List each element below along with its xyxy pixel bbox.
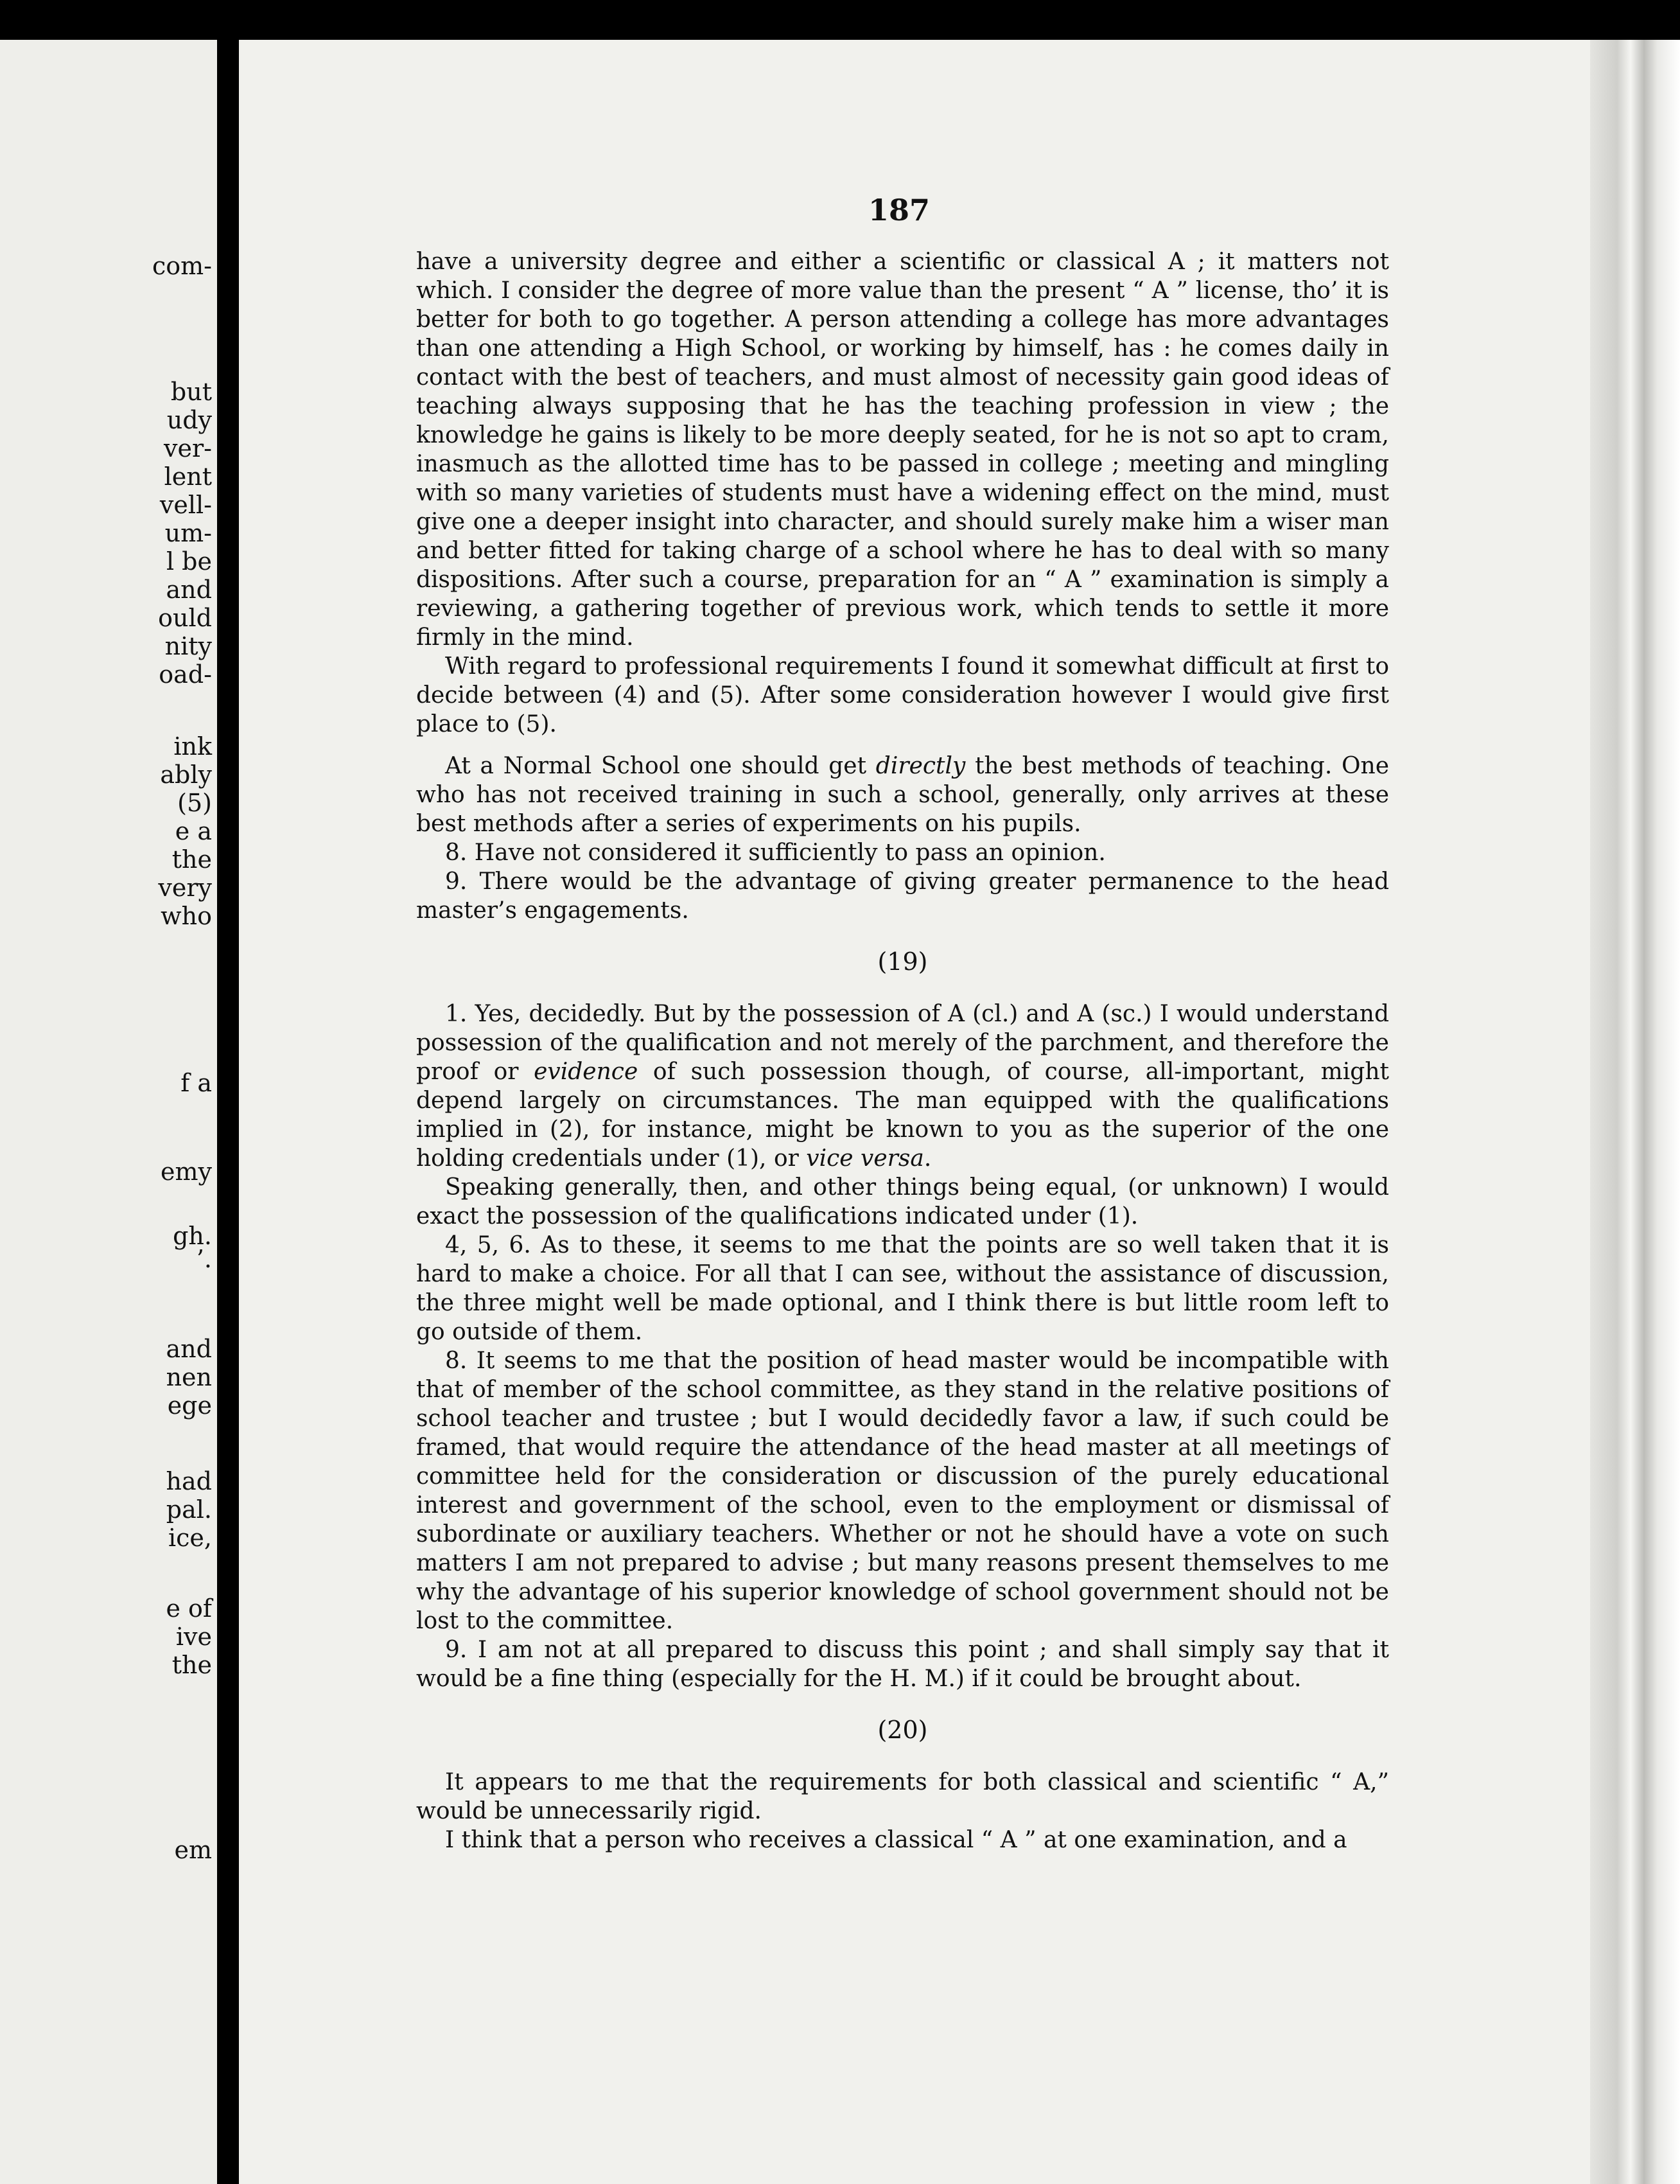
left-fragment: ink: [173, 732, 212, 761]
paragraph-normal-school: At a Normal School one should get directly the best methods of teaching. One who has not received training in such a school, generally, only arrives at these best methods after a series of experiments on his pupils.: [416, 753, 1390, 837]
section-heading-20: (20): [877, 1716, 928, 1744]
left-fragment: oad-: [159, 660, 212, 689]
left-fragment: who: [161, 902, 212, 930]
left-fragment: and: [166, 576, 212, 604]
italic-emphasis: vice versa: [806, 1145, 924, 1172]
left-fragment: lent: [164, 462, 212, 491]
left-fragment: nen: [166, 1363, 212, 1391]
left-fragment: (5): [177, 789, 212, 817]
page-body: [416, 247, 1389, 1854]
page-number: 187: [868, 193, 931, 227]
left-fragment: com-: [152, 252, 212, 280]
left-fragment: the: [171, 1651, 212, 1679]
left-fragment: ive: [175, 1623, 212, 1651]
left-fragment: em: [174, 1836, 212, 1864]
left-fragment: the: [171, 845, 212, 874]
left-fragment: ould: [158, 604, 212, 632]
paragraph: 4, 5, 6. As to these, it seems to me that the points are so well taken that it is hard to make a choice. For all that I can see, without the assistance of discussion, the three might well be made optional, and I think there is but little room left to go outside of them.: [416, 1232, 1389, 1345]
left-fragment: ver-: [164, 434, 212, 462]
page-stack-edge: [1590, 40, 1680, 2184]
paragraph: With regard to professional requirements I found it somewhat difficult at first to decide between (4) and (5). After some consideration however I would give first place to (5).: [416, 653, 1389, 737]
left-fragment: nity: [164, 632, 212, 660]
paragraph: have a university degree and either a scientific or classical A ; it matters not which. I consider the degree of more value than the present “ A ” license, tho’ it is better for both to go together. A person attending a college has more advantages than one attending a High School, or working by himself, has : he comes daily in contact with the best of teachers, and must almost of necessity gain good ideas of teaching always supposing that he has the teaching profession in view ; the knowledge he gains is likely to be more deeply seated, for he is not so apt to cram, inasmuch as the allotted time has to be passed in college ; meeting and mingling with so many varieties of students must have a widening effect on the mind, must give one a deeper insight into character, and should surely make him a wiser man and better fitted for taking charge of a school where he has to deal with so many dispositions. After such a course, preparation for an “ A ” examination is simply a reviewing, a gathering together of previous work, which tends to settle it more firmly in the mind.: [416, 249, 1389, 651]
left-fragment: ’.: [196, 1245, 212, 1273]
left-fragment: l be: [166, 547, 212, 576]
left-fragment: e of: [166, 1594, 212, 1623]
paragraph: I think that a person who receives a classical “ A ” at one examination, and a: [445, 1827, 1347, 1853]
left-fragment: had: [166, 1467, 212, 1495]
left-fragment: vell-: [159, 491, 212, 519]
page-gutter: [217, 40, 239, 2184]
left-page-edge: [0, 40, 217, 2184]
paragraph-19-1: 1. Yes, decidedly. But by the possession of A (cl.) and A (sc.) I would understand possession of the qualification and not merely of the parchment, and therefore the proof or evidence of such possession though, of course, all-important, might depend largely on circumstances. The man equipped with the qualifications implied in (2), for instance, might be known to you as the superior of the one holding credentials under (1), or vice versa.: [416, 1001, 1389, 1172]
italic-emphasis: directly: [875, 753, 966, 779]
paragraph: Speaking generally, then, and other things being equal, (or unknown) I would exact the possession of the qualifications indicated under (1).: [416, 1174, 1389, 1229]
left-fragment: e a: [175, 817, 212, 845]
left-fragment: ege: [167, 1391, 212, 1420]
left-fragment: emy: [161, 1158, 212, 1186]
paragraph: 8. Have not considered it sufficiently to pass an opinion.: [445, 840, 1106, 866]
left-fragment: gh.: [173, 1222, 212, 1250]
left-fragment: ice,: [168, 1524, 212, 1552]
left-fragment: um-: [164, 519, 212, 547]
section-heading-19: (19): [877, 947, 928, 976]
paragraph: 8. It seems to me that the position of head master would be incompatible with that of member of the school committee, as they stand in the relative positions of school teacher and trustee ; but I would decidedly favor a law, if such could be framed, that would require the attendance of the head master at all meetings of committee held for the consideration or discussion of the purely educational interest and government of the school, even to the employment or dismissal of subordinate or auxiliary teachers. Whether or not he should have a vote on such matters I am not prepared to advise ; but many reasons present themselves to me why the advantage of his superior knowledge of school government should not be lost to the committee.: [416, 1348, 1389, 1634]
left-fragment: but: [170, 378, 212, 406]
paragraph: 9. There would be the advantage of giving greater permanence to the head master’s engagements.: [416, 868, 1389, 924]
paragraph: It appears to me that the requirements for both classical and scientific “ A,” would be unnecessarily rigid.: [416, 1769, 1389, 1824]
left-fragment: very: [158, 874, 212, 902]
left-fragment: f a: [180, 1069, 212, 1097]
scanner-background-top: [0, 0, 1680, 40]
left-fragment: pal.: [166, 1495, 212, 1524]
left-fragment: and: [166, 1335, 212, 1363]
paragraph: 9. I am not at all prepared to discuss this point ; and shall simply say that it would be a fine thing (especially for the H. M.) if it could be brought about.: [416, 1637, 1389, 1692]
italic-emphasis: evidence: [534, 1059, 638, 1085]
left-fragment: ably: [160, 761, 212, 789]
left-fragment: udy: [166, 406, 212, 434]
